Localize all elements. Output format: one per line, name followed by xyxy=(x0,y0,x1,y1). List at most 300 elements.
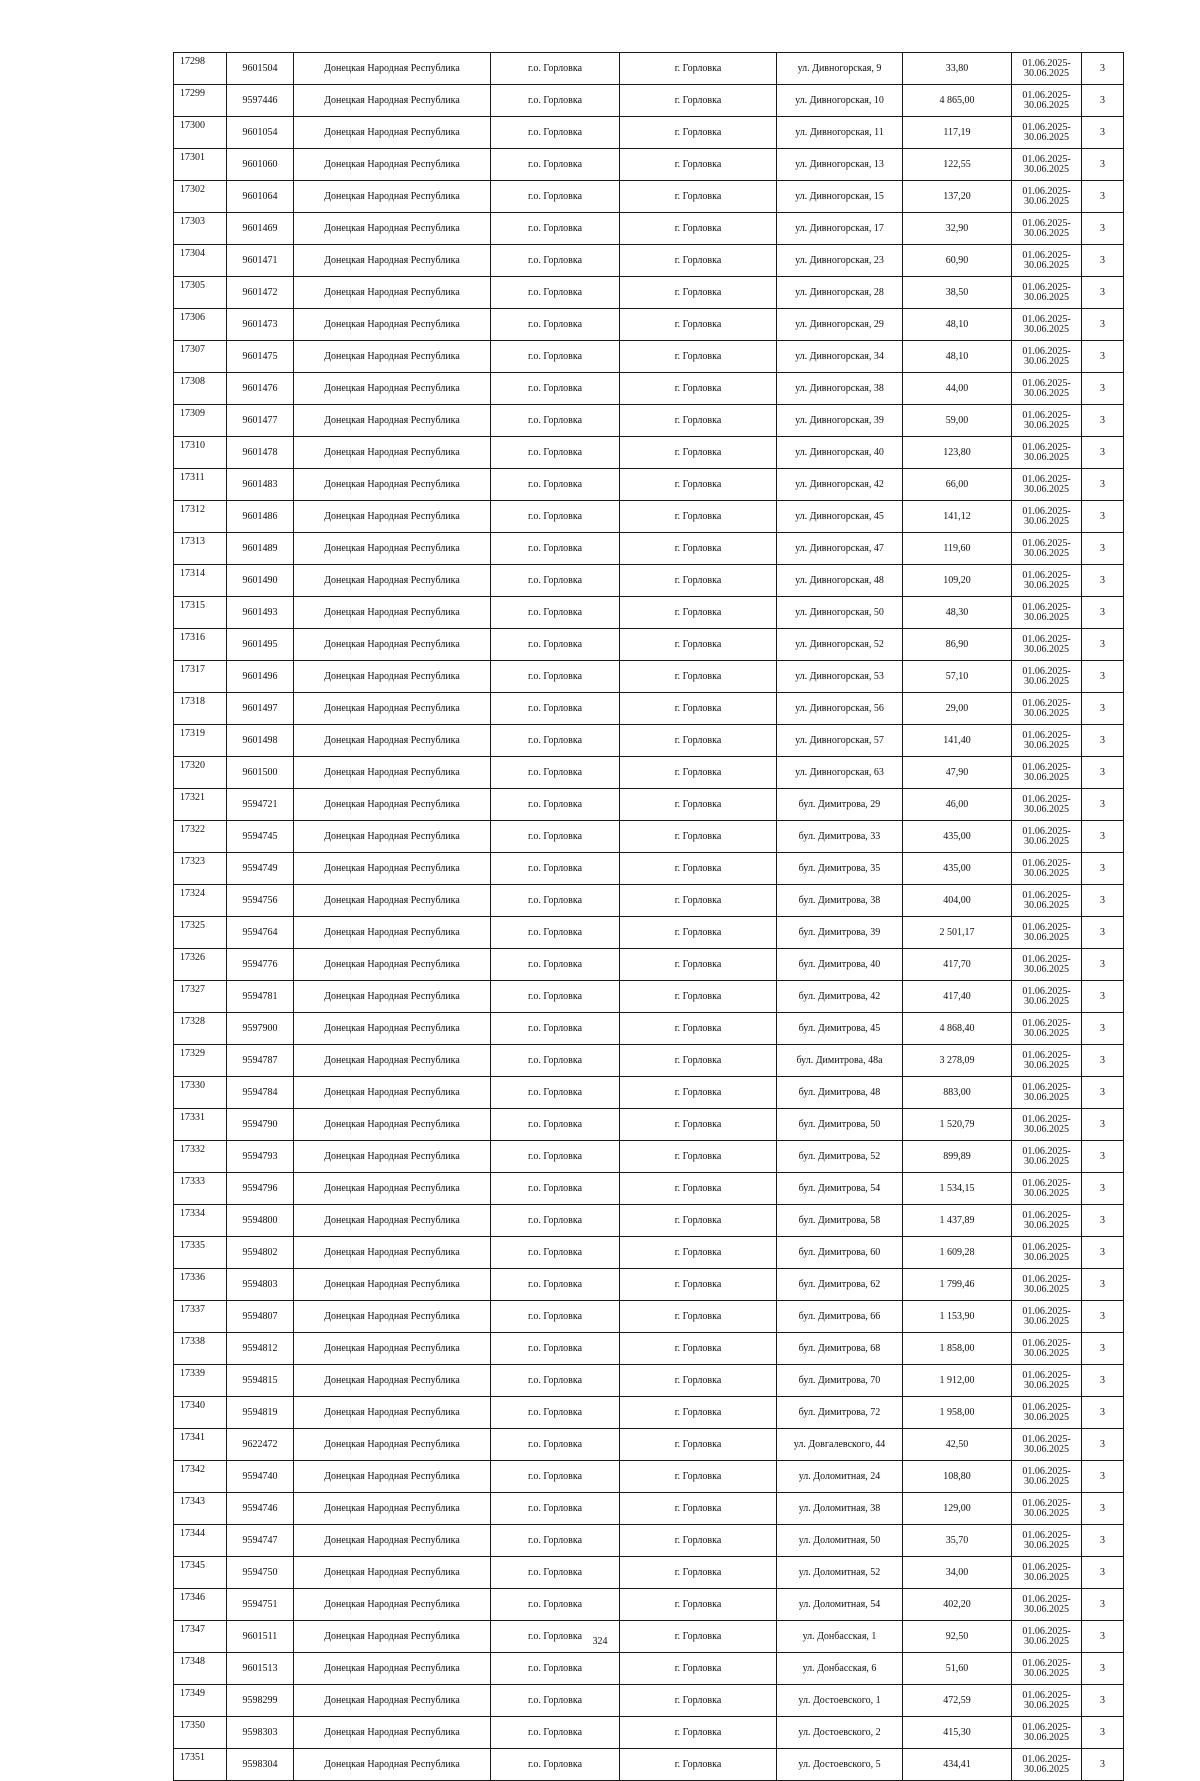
cell-district: г.о. Горловка xyxy=(491,629,620,661)
cell-code: 9594747 xyxy=(227,1525,294,1557)
cell-city: г. Горловка xyxy=(620,245,777,277)
period-end: 30.06.2025 xyxy=(1024,1539,1069,1551)
cell-period xyxy=(1012,341,1082,373)
cell-area: 415,30 xyxy=(903,1717,1012,1749)
cell-district: г.о. Горловка xyxy=(491,853,620,885)
period-end: 30.06.2025 xyxy=(1024,195,1069,207)
cell-row-number: 17309 xyxy=(174,405,227,437)
period-end: 30.06.2025 xyxy=(1024,99,1069,111)
cell-city: г. Горловка xyxy=(620,661,777,693)
cell-row-number: 17312 xyxy=(174,501,227,533)
period-end: 30.06.2025 xyxy=(1024,643,1069,655)
cell-row-number: 17342 xyxy=(174,1461,227,1493)
cell-city: г. Горловка xyxy=(620,1717,777,1749)
cell-code: 9601475 xyxy=(227,341,294,373)
cell-value: 3 xyxy=(1082,1333,1124,1365)
cell-code: 9594756 xyxy=(227,885,294,917)
period-end: 30.06.2025 xyxy=(1024,867,1069,879)
cell-code: 9594803 xyxy=(227,1269,294,1301)
cell-row-number: 17298 xyxy=(174,53,227,85)
cell-code: 9594796 xyxy=(227,1173,294,1205)
period-start: 01.06.2025- xyxy=(1022,1145,1071,1157)
cell-row-number: 17302 xyxy=(174,181,227,213)
cell-row-number: 17301 xyxy=(174,149,227,181)
cell-area: 51,60 xyxy=(903,1653,1012,1685)
cell-value: 3 xyxy=(1082,1301,1124,1333)
cell-period xyxy=(1012,693,1082,725)
cell-area: 57,10 xyxy=(903,661,1012,693)
table-row xyxy=(174,53,1124,85)
cell-value: 3 xyxy=(1082,981,1124,1013)
period-end: 30.06.2025 xyxy=(1024,355,1069,367)
cell-code: 9594751 xyxy=(227,1589,294,1621)
table-row xyxy=(174,1557,1124,1589)
cell-row-number: 17304 xyxy=(174,245,227,277)
cell-address: ул. Дивногорская, 9 xyxy=(777,53,903,85)
cell-region: Донецкая Народная Республика xyxy=(294,533,491,565)
cell-address: ул. Дивногорская, 17 xyxy=(777,213,903,245)
table-row xyxy=(174,1589,1124,1621)
cell-value: 3 xyxy=(1082,117,1124,149)
cell-region: Донецкая Народная Республика xyxy=(294,1269,491,1301)
cell-value: 3 xyxy=(1082,1589,1124,1621)
period-end: 30.06.2025 xyxy=(1024,1699,1069,1711)
cell-district: г.о. Горловка xyxy=(491,1365,620,1397)
cell-value: 3 xyxy=(1082,1141,1124,1173)
cell-city: г. Горловка xyxy=(620,1109,777,1141)
cell-region: Донецкая Народная Республика xyxy=(294,213,491,245)
cell-period xyxy=(1012,469,1082,501)
cell-code: 9601473 xyxy=(227,309,294,341)
cell-district: г.о. Горловка xyxy=(491,1749,620,1781)
cell-district: г.о. Горловка xyxy=(491,245,620,277)
cell-address: ул. Дивногорская, 15 xyxy=(777,181,903,213)
cell-row-number: 17303 xyxy=(174,213,227,245)
cell-region: Донецкая Народная Республика xyxy=(294,1717,491,1749)
period-end: 30.06.2025 xyxy=(1024,1379,1069,1391)
table-row xyxy=(174,1493,1124,1525)
cell-area: 402,20 xyxy=(903,1589,1012,1621)
table-row xyxy=(174,501,1124,533)
table-row xyxy=(174,949,1124,981)
cell-area: 472,59 xyxy=(903,1685,1012,1717)
cell-city: г. Горловка xyxy=(620,853,777,885)
cell-area: 46,00 xyxy=(903,789,1012,821)
cell-area: 435,00 xyxy=(903,853,1012,885)
cell-address: ул. Донбасская, 1 xyxy=(777,1621,903,1653)
cell-district: г.о. Горловка xyxy=(491,1301,620,1333)
cell-code: 9601054 xyxy=(227,117,294,149)
cell-period xyxy=(1012,245,1082,277)
cell-district: г.о. Горловка xyxy=(491,1685,620,1717)
cell-address: ул. Дивногорская, 11 xyxy=(777,117,903,149)
cell-row-number: 17346 xyxy=(174,1589,227,1621)
cell-region: Донецкая Народная Республика xyxy=(294,917,491,949)
cell-row-number: 17326 xyxy=(174,949,227,981)
cell-area: 404,00 xyxy=(903,885,1012,917)
table-row xyxy=(174,725,1124,757)
cell-city: г. Горловка xyxy=(620,981,777,1013)
period-end: 30.06.2025 xyxy=(1024,995,1069,1007)
period-start: 01.06.2025- xyxy=(1022,1305,1071,1317)
cell-city: г. Горловка xyxy=(620,1077,777,1109)
period-end: 30.06.2025 xyxy=(1024,1731,1069,1743)
cell-period xyxy=(1012,949,1082,981)
cell-value: 3 xyxy=(1082,53,1124,85)
period-end: 30.06.2025 xyxy=(1024,1091,1069,1103)
table-row xyxy=(174,149,1124,181)
cell-area: 1 153,90 xyxy=(903,1301,1012,1333)
period-end: 30.06.2025 xyxy=(1024,803,1069,815)
period-start: 01.06.2025- xyxy=(1022,1593,1071,1605)
cell-city: г. Горловка xyxy=(620,1333,777,1365)
cell-address: бул. Димитрова, 29 xyxy=(777,789,903,821)
period-start: 01.06.2025- xyxy=(1022,1497,1071,1509)
period-start: 01.06.2025- xyxy=(1022,1081,1071,1093)
cell-value: 3 xyxy=(1082,1365,1124,1397)
cell-code: 9594749 xyxy=(227,853,294,885)
cell-code: 9601477 xyxy=(227,405,294,437)
period-end: 30.06.2025 xyxy=(1024,163,1069,175)
cell-city: г. Горловка xyxy=(620,629,777,661)
cell-region: Донецкая Народная Республика xyxy=(294,661,491,693)
cell-city: г. Горловка xyxy=(620,1301,777,1333)
cell-row-number: 17313 xyxy=(174,533,227,565)
table-row xyxy=(174,1301,1124,1333)
cell-area: 2 501,17 xyxy=(903,917,1012,949)
cell-value: 3 xyxy=(1082,1269,1124,1301)
cell-code: 9601511 xyxy=(227,1621,294,1653)
cell-city: г. Горловка xyxy=(620,437,777,469)
cell-address: бул. Димитрова, 68 xyxy=(777,1333,903,1365)
cell-area: 47,90 xyxy=(903,757,1012,789)
cell-code: 9601060 xyxy=(227,149,294,181)
cell-city: г. Горловка xyxy=(620,85,777,117)
period-start: 01.06.2025- xyxy=(1022,1401,1071,1413)
cell-area: 899,89 xyxy=(903,1141,1012,1173)
cell-city: г. Горловка xyxy=(620,789,777,821)
table-row xyxy=(174,373,1124,405)
cell-district: г.о. Горловка xyxy=(491,597,620,629)
cell-area: 4 868,40 xyxy=(903,1013,1012,1045)
cell-district: г.о. Горловка xyxy=(491,1461,620,1493)
cell-area: 435,00 xyxy=(903,821,1012,853)
cell-code: 9601498 xyxy=(227,725,294,757)
cell-address: ул. Дивногорская, 42 xyxy=(777,469,903,501)
cell-value: 3 xyxy=(1082,149,1124,181)
cell-district: г.о. Горловка xyxy=(491,1269,620,1301)
table-row xyxy=(174,1397,1124,1429)
cell-row-number: 17338 xyxy=(174,1333,227,1365)
cell-city: г. Горловка xyxy=(620,1269,777,1301)
cell-district: г.о. Горловка xyxy=(491,1621,620,1653)
cell-city: г. Горловка xyxy=(620,181,777,213)
period-start: 01.06.2025- xyxy=(1022,1753,1071,1765)
cell-row-number: 17311 xyxy=(174,469,227,501)
cell-district: г.о. Горловка xyxy=(491,501,620,533)
cell-city: г. Горловка xyxy=(620,1493,777,1525)
period-end: 30.06.2025 xyxy=(1024,1155,1069,1167)
table-row xyxy=(174,277,1124,309)
cell-city: г. Горловка xyxy=(620,277,777,309)
cell-district: г.о. Горловка xyxy=(491,277,620,309)
cell-region: Донецкая Народная Республика xyxy=(294,789,491,821)
period-end: 30.06.2025 xyxy=(1024,931,1069,943)
cell-area: 48,10 xyxy=(903,341,1012,373)
cell-city: г. Горловка xyxy=(620,821,777,853)
table-row xyxy=(174,565,1124,597)
cell-value: 3 xyxy=(1082,1461,1124,1493)
table-row xyxy=(174,1237,1124,1269)
cell-address: бул. Димитрова, 39 xyxy=(777,917,903,949)
cell-region: Донецкая Народная Республика xyxy=(294,629,491,661)
table-row xyxy=(174,597,1124,629)
cell-region: Донецкая Народная Республика xyxy=(294,1205,491,1237)
cell-district: г.о. Горловка xyxy=(491,1397,620,1429)
cell-region: Донецкая Народная Республика xyxy=(294,981,491,1013)
cell-city: г. Горловка xyxy=(620,1749,777,1781)
cell-period xyxy=(1012,1013,1082,1045)
cell-region: Донецкая Народная Республика xyxy=(294,1365,491,1397)
cell-period xyxy=(1012,53,1082,85)
cell-code: 9601490 xyxy=(227,565,294,597)
cell-value: 3 xyxy=(1082,437,1124,469)
cell-district: г.о. Горловка xyxy=(491,949,620,981)
cell-address: ул. Дивногорская, 13 xyxy=(777,149,903,181)
table-row xyxy=(174,341,1124,373)
cell-address: бул. Димитрова, 60 xyxy=(777,1237,903,1269)
cell-city: г. Горловка xyxy=(620,1589,777,1621)
cell-city: г. Горловка xyxy=(620,1173,777,1205)
cell-region: Донецкая Народная Республика xyxy=(294,277,491,309)
cell-period xyxy=(1012,437,1082,469)
cell-area: 434,41 xyxy=(903,1749,1012,1781)
cell-row-number: 17305 xyxy=(174,277,227,309)
cell-city: г. Горловка xyxy=(620,1205,777,1237)
cell-period xyxy=(1012,1749,1082,1781)
cell-address: ул. Дивногорская, 40 xyxy=(777,437,903,469)
cell-address: ул. Дивногорская, 57 xyxy=(777,725,903,757)
cell-period xyxy=(1012,1429,1082,1461)
period-start: 01.06.2025- xyxy=(1022,217,1071,229)
period-end: 30.06.2025 xyxy=(1024,1763,1069,1775)
cell-period xyxy=(1012,1173,1082,1205)
cell-address: бул. Димитрова, 66 xyxy=(777,1301,903,1333)
cell-value: 3 xyxy=(1082,597,1124,629)
cell-period xyxy=(1012,117,1082,149)
period-end: 30.06.2025 xyxy=(1024,291,1069,303)
period-start: 01.06.2025- xyxy=(1022,793,1071,805)
cell-region: Донецкая Народная Республика xyxy=(294,149,491,181)
cell-code: 9594793 xyxy=(227,1141,294,1173)
cell-address: бул. Димитрова, 35 xyxy=(777,853,903,885)
cell-district: г.о. Горловка xyxy=(491,885,620,917)
records-table xyxy=(173,52,1124,1781)
cell-city: г. Горловка xyxy=(620,917,777,949)
table-row xyxy=(174,1141,1124,1173)
period-end: 30.06.2025 xyxy=(1024,451,1069,463)
cell-area: 123,80 xyxy=(903,437,1012,469)
cell-region: Донецкая Народная Республика xyxy=(294,1557,491,1589)
cell-region: Донецкая Народная Республика xyxy=(294,501,491,533)
cell-area: 117,19 xyxy=(903,117,1012,149)
cell-region: Донецкая Народная Республика xyxy=(294,1013,491,1045)
cell-period xyxy=(1012,853,1082,885)
cell-value: 3 xyxy=(1082,245,1124,277)
table-row xyxy=(174,533,1124,565)
cell-district: г.о. Горловка xyxy=(491,117,620,149)
period-end: 30.06.2025 xyxy=(1024,323,1069,335)
period-start: 01.06.2025- xyxy=(1022,185,1071,197)
period-end: 30.06.2025 xyxy=(1024,515,1069,527)
period-start: 01.06.2025- xyxy=(1022,729,1071,741)
cell-address: ул. Дивногорская, 38 xyxy=(777,373,903,405)
cell-city: г. Горловка xyxy=(620,1045,777,1077)
cell-address: бул. Димитрова, 48 xyxy=(777,1077,903,1109)
cell-address: ул. Дивногорская, 52 xyxy=(777,629,903,661)
period-end: 30.06.2025 xyxy=(1024,771,1069,783)
cell-value: 3 xyxy=(1082,757,1124,789)
period-start: 01.06.2025- xyxy=(1022,1465,1071,1477)
cell-city: г. Горловка xyxy=(620,1653,777,1685)
table-row xyxy=(174,1365,1124,1397)
cell-value: 3 xyxy=(1082,1429,1124,1461)
cell-row-number: 17328 xyxy=(174,1013,227,1045)
cell-area: 29,00 xyxy=(903,693,1012,725)
cell-city: г. Горловка xyxy=(620,693,777,725)
cell-code: 9622472 xyxy=(227,1429,294,1461)
cell-code: 9601472 xyxy=(227,277,294,309)
cell-period xyxy=(1012,1301,1082,1333)
cell-address: ул. Доломитная, 54 xyxy=(777,1589,903,1621)
cell-period xyxy=(1012,1077,1082,1109)
period-start: 01.06.2025- xyxy=(1022,985,1071,997)
cell-row-number: 17335 xyxy=(174,1237,227,1269)
cell-period xyxy=(1012,725,1082,757)
cell-district: г.о. Горловка xyxy=(491,789,620,821)
table-row xyxy=(174,1173,1124,1205)
cell-region: Донецкая Народная Республика xyxy=(294,597,491,629)
period-end: 30.06.2025 xyxy=(1024,227,1069,239)
cell-address: ул. Дивногорская, 45 xyxy=(777,501,903,533)
cell-period xyxy=(1012,1685,1082,1717)
table-row xyxy=(174,1013,1124,1045)
cell-code: 9594790 xyxy=(227,1109,294,1141)
period-start: 01.06.2025- xyxy=(1022,889,1071,901)
cell-region: Донецкая Народная Республика xyxy=(294,1653,491,1685)
cell-period xyxy=(1012,981,1082,1013)
cell-period xyxy=(1012,885,1082,917)
cell-area: 33,80 xyxy=(903,53,1012,85)
cell-period xyxy=(1012,1589,1082,1621)
cell-region: Донецкая Народная Республика xyxy=(294,853,491,885)
cell-row-number: 17316 xyxy=(174,629,227,661)
period-end: 30.06.2025 xyxy=(1024,1571,1069,1583)
cell-region: Донецкая Народная Республика xyxy=(294,1685,491,1717)
period-start: 01.06.2025- xyxy=(1022,473,1071,485)
cell-code: 9594781 xyxy=(227,981,294,1013)
cell-period xyxy=(1012,1141,1082,1173)
cell-row-number: 17321 xyxy=(174,789,227,821)
table-row xyxy=(174,1717,1124,1749)
period-end: 30.06.2025 xyxy=(1024,835,1069,847)
cell-city: г. Горловка xyxy=(620,1237,777,1269)
cell-code: 9601489 xyxy=(227,533,294,565)
cell-value: 3 xyxy=(1082,1717,1124,1749)
cell-code: 9601483 xyxy=(227,469,294,501)
cell-district: г.о. Горловка xyxy=(491,1493,620,1525)
period-start: 01.06.2025- xyxy=(1022,1689,1071,1701)
cell-value: 3 xyxy=(1082,661,1124,693)
period-start: 01.06.2025- xyxy=(1022,1369,1071,1381)
table-row xyxy=(174,917,1124,949)
table-row xyxy=(174,1109,1124,1141)
period-end: 30.06.2025 xyxy=(1024,387,1069,399)
cell-address: ул. Доломитная, 38 xyxy=(777,1493,903,1525)
cell-code: 9594807 xyxy=(227,1301,294,1333)
cell-city: г. Горловка xyxy=(620,1557,777,1589)
cell-area: 1 520,79 xyxy=(903,1109,1012,1141)
cell-period xyxy=(1012,1237,1082,1269)
cell-row-number: 17330 xyxy=(174,1077,227,1109)
cell-district: г.о. Горловка xyxy=(491,1045,620,1077)
table-row xyxy=(174,1333,1124,1365)
cell-period xyxy=(1012,597,1082,629)
cell-row-number: 17322 xyxy=(174,821,227,853)
cell-area: 1 609,28 xyxy=(903,1237,1012,1269)
period-end: 30.06.2025 xyxy=(1024,1347,1069,1359)
cell-region: Донецкая Народная Республика xyxy=(294,309,491,341)
cell-region: Донецкая Народная Республика xyxy=(294,1141,491,1173)
table-row xyxy=(174,469,1124,501)
cell-value: 3 xyxy=(1082,565,1124,597)
table-row xyxy=(174,1653,1124,1685)
cell-period xyxy=(1012,1333,1082,1365)
period-start: 01.06.2025- xyxy=(1022,1337,1071,1349)
cell-region: Донецкая Народная Республика xyxy=(294,693,491,725)
cell-code: 9601513 xyxy=(227,1653,294,1685)
cell-row-number: 17324 xyxy=(174,885,227,917)
cell-area: 137,20 xyxy=(903,181,1012,213)
cell-region: Донецкая Народная Республика xyxy=(294,1173,491,1205)
cell-code: 9601496 xyxy=(227,661,294,693)
period-end: 30.06.2025 xyxy=(1024,1443,1069,1455)
cell-area: 60,90 xyxy=(903,245,1012,277)
cell-code: 9594721 xyxy=(227,789,294,821)
cell-period xyxy=(1012,309,1082,341)
cell-city: г. Горловка xyxy=(620,949,777,981)
cell-value: 3 xyxy=(1082,277,1124,309)
cell-address: ул. Дивногорская, 39 xyxy=(777,405,903,437)
cell-code: 9601469 xyxy=(227,213,294,245)
cell-address: ул. Дивногорская, 29 xyxy=(777,309,903,341)
cell-area: 4 865,00 xyxy=(903,85,1012,117)
cell-area: 44,00 xyxy=(903,373,1012,405)
cell-value: 3 xyxy=(1082,469,1124,501)
period-end: 30.06.2025 xyxy=(1024,1187,1069,1199)
cell-value: 3 xyxy=(1082,1013,1124,1045)
cell-value: 3 xyxy=(1082,821,1124,853)
cell-code: 9594745 xyxy=(227,821,294,853)
cell-region: Донецкая Народная Республика xyxy=(294,1525,491,1557)
period-start: 01.06.2025- xyxy=(1022,57,1071,69)
cell-city: г. Горловка xyxy=(620,565,777,597)
cell-address: бул. Димитрова, 62 xyxy=(777,1269,903,1301)
cell-area: 1 534,15 xyxy=(903,1173,1012,1205)
table-row xyxy=(174,853,1124,885)
period-start: 01.06.2025- xyxy=(1022,89,1071,101)
period-end: 30.06.2025 xyxy=(1024,1251,1069,1263)
